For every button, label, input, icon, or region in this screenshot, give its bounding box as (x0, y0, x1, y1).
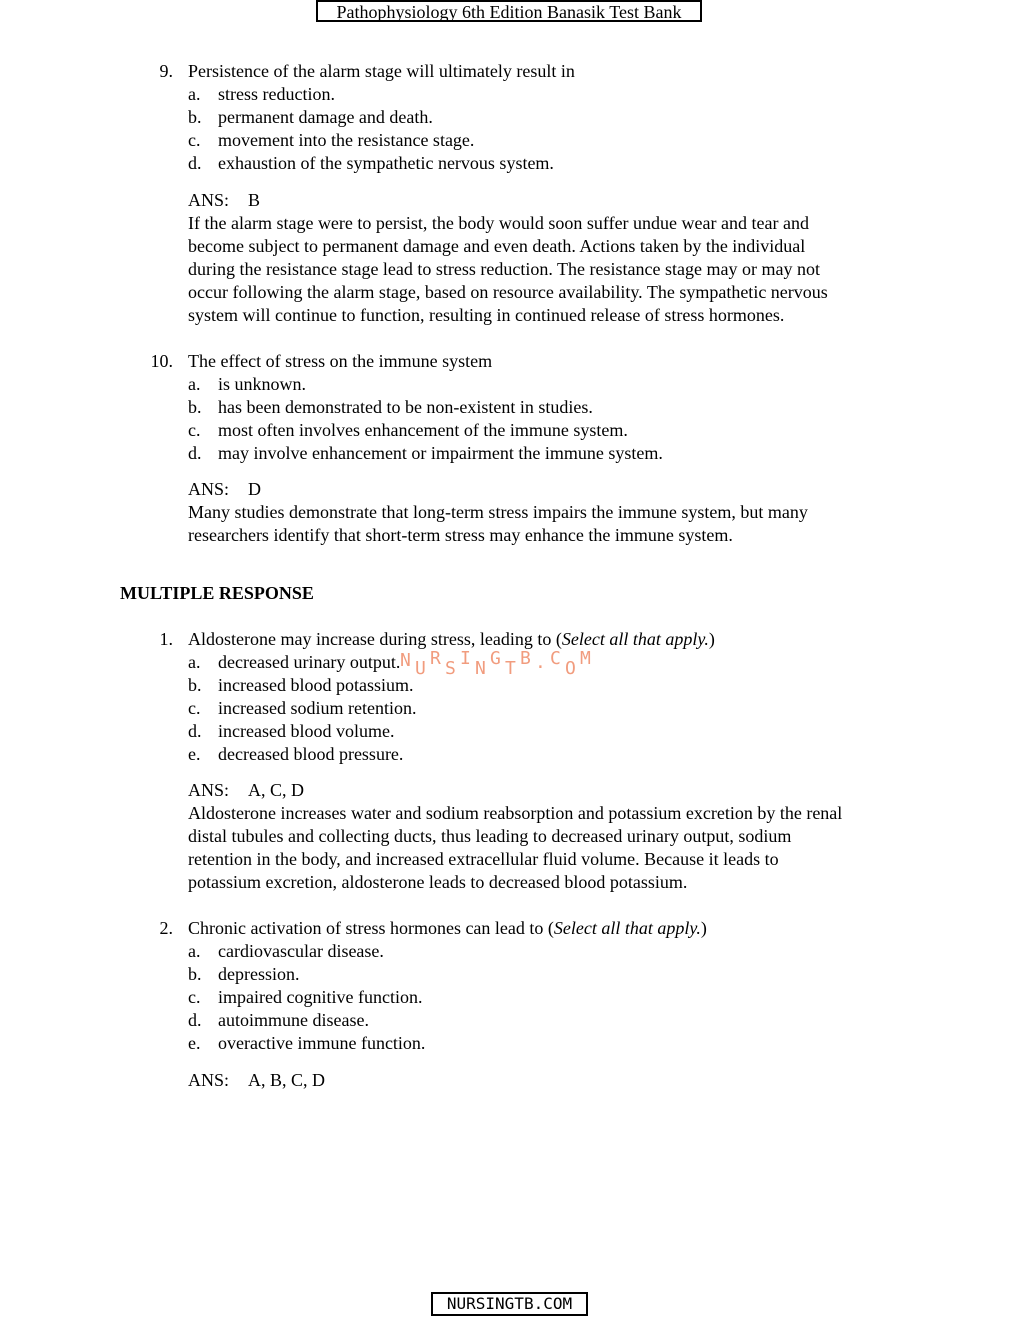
option-text: depression. (218, 964, 300, 984)
rationale-line: potassium excretion, aldosterone leads to decreased blood potassium. (188, 872, 688, 892)
watermark-char: T (505, 658, 516, 679)
option-text: may involve enhancement or impairment the immune system. (218, 443, 663, 463)
question-number: 10. (150, 351, 173, 371)
rationale-line: retention in the body, and increased extracellular fluid volume. Because it leads to (188, 849, 779, 869)
option-text: overactive immune function. (218, 1033, 426, 1053)
option-text: is unknown. (218, 374, 307, 394)
option-text: movement into the resistance stage. (218, 130, 475, 150)
option-text: stress reduction. (218, 84, 335, 104)
answer-label: ANS: (188, 479, 230, 499)
watermark (400, 650, 600, 680)
option-text: decreased blood pressure. (218, 744, 404, 764)
watermark-char: R (430, 648, 441, 669)
option-text: most often involves enhancement of the immune system. (218, 420, 628, 440)
watermark-char: B (520, 648, 531, 669)
option-letter: b. (188, 397, 202, 417)
question-number: 1. (159, 629, 173, 649)
option-text: decreased urinary output. (218, 652, 401, 672)
answer-value: B (248, 190, 261, 210)
question-stem: The effect of stress on the immune system (188, 351, 493, 371)
watermark-char: I (460, 648, 471, 669)
rationale-line: distal tubules and collecting ducts, thus leading to decreased urinary output, sodium (188, 826, 792, 846)
watermark-char: C (550, 648, 561, 669)
answer-label: ANS: (188, 780, 230, 800)
watermark-char: . (535, 652, 546, 673)
option-letter: a. (188, 941, 201, 961)
option-letter: d. (188, 153, 202, 173)
question-stem: Aldosterone may increase during stress, leading to (Select all that apply.) (188, 629, 715, 649)
option-letter: b. (188, 107, 202, 127)
option-letter: c. (188, 420, 201, 440)
rationale-line: during the resistance stage lead to stress reduction. The resistance stage may or may not (188, 259, 820, 279)
question-number: 2. (159, 918, 173, 938)
option-letter: d. (188, 443, 202, 463)
option-text: impaired cognitive function. (218, 987, 423, 1007)
option-text: exhaustion of the sympathetic nervous system. (218, 153, 554, 173)
option-text: autoimmune disease. (218, 1010, 369, 1030)
watermark-char: N (400, 650, 411, 671)
option-text: increased blood potassium. (218, 675, 414, 695)
option-letter: a. (188, 84, 201, 104)
option-letter: e. (188, 744, 201, 764)
rationale-line: occur following the alarm stage, based on resource availability. The sympathetic nervous (188, 282, 828, 302)
answer-value: D (248, 479, 261, 499)
question-number: 9. (159, 61, 173, 81)
option-text: permanent damage and death. (218, 107, 433, 127)
footer-link[interactable]: NURSINGTB.COM (431, 1292, 588, 1316)
option-letter: d. (188, 721, 202, 741)
option-text: increased blood volume. (218, 721, 395, 741)
watermark-char: G (490, 648, 501, 669)
option-letter: e. (188, 1033, 201, 1053)
answer-label: ANS: (188, 190, 230, 210)
answer-value: A, B, C, D (248, 1070, 326, 1090)
option-letter: d. (188, 1010, 202, 1030)
rationale-line: If the alarm stage were to persist, the body would soon suffer undue wear and tear and (188, 213, 809, 233)
option-letter: a. (188, 652, 201, 672)
answer-value: A, C, D (248, 780, 305, 800)
answer-label: ANS: (188, 1070, 230, 1090)
section-title: MULTIPLE RESPONSE (120, 583, 314, 603)
watermark-char: S (445, 658, 456, 679)
rationale-line: become subject to permanent damage and even death. Actions taken by the individual (188, 236, 806, 256)
rationale-line: Many studies demonstrate that long-term stress impairs the immune system, but many (188, 502, 808, 522)
option-text: has been demonstrated to be non-existent in studies. (218, 397, 593, 417)
option-letter: b. (188, 964, 202, 984)
watermark-char: U (415, 658, 426, 679)
option-text: cardiovascular disease. (218, 941, 384, 961)
option-letter: c. (188, 698, 201, 718)
watermark-char: N (475, 658, 486, 679)
page-header-title: Pathophysiology 6th Edition Banasik Test Bank (316, 0, 702, 22)
question-stem: Persistence of the alarm stage will ultimately result in (188, 61, 575, 81)
option-letter: b. (188, 675, 202, 695)
rationale-line: system will continue to function, resulting in continued release of stress hormones. (188, 305, 785, 325)
question-stem: Chronic activation of stress hormones can lead to (Select all that apply.) (188, 918, 707, 938)
option-letter: c. (188, 130, 201, 150)
option-letter: a. (188, 374, 201, 394)
watermark-char: M (580, 648, 591, 669)
rationale-line: researchers identify that short-term stress may enhance the immune system. (188, 525, 733, 545)
option-text: increased sodium retention. (218, 698, 417, 718)
rationale-line: Aldosterone increases water and sodium reabsorption and potassium excretion by the renal (188, 803, 843, 823)
watermark-char: O (565, 658, 576, 679)
option-letter: c. (188, 987, 201, 1007)
